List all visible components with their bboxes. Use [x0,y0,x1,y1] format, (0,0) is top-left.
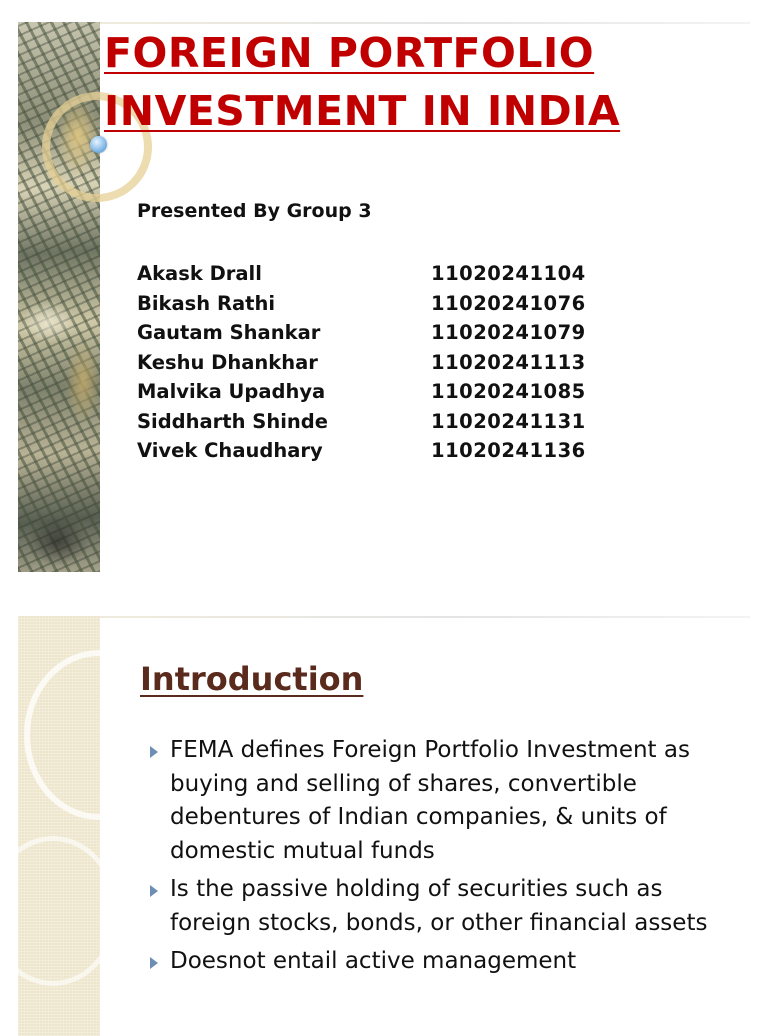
member-name: Gautam Shankar [137,321,321,345]
member-id: 11020241104 [431,262,586,286]
member-id: 11020241085 [431,380,586,404]
member-row [137,318,597,348]
member-id: 11020241076 [431,291,586,315]
member-row [137,407,597,437]
member-name: Malvika Upadhya [137,380,326,404]
slide-title-line-1: FOREIGN PORTFOLIO [104,29,595,77]
bullet-item [146,873,736,940]
bullet-text: FEMA defines Foreign Portfolio Investment as buying and selling of shares, convertible debentures of Indian companies, & units of domestic mutual funds [170,737,690,864]
member-id: 11020241079 [431,321,586,345]
slide-top-border [18,22,750,24]
member-name: Keshu Dhankhar [137,350,318,374]
introduction-slide [18,616,750,1036]
slide-heading: Introduction [140,660,364,698]
member-id: 11020241136 [431,439,586,463]
triangle-bullet-icon [150,957,158,969]
member-name: Siddharth Shinde [137,409,328,433]
triangle-bullet-icon [150,746,158,758]
bullet-item [146,734,736,868]
member-row [137,259,597,289]
member-row [137,348,597,378]
decorative-ring [18,836,118,986]
member-name: Akask Drall [137,262,262,286]
bullet-text: Is the passive holding of securities such as foreign stocks, bonds, or other financial assets [170,876,708,936]
decorative-bullet-dot [90,136,107,153]
title-slide [18,22,750,572]
bullet-text: Doesnot entail active management [170,948,577,974]
bullet-item [146,945,736,979]
group-members-list [137,259,597,466]
member-id: 11020241113 [431,350,586,374]
bullet-list [146,734,736,984]
presented-by-text: Presented By Group 3 [137,200,372,222]
member-row [137,436,597,466]
member-name: Vivek Chaudhary [137,439,323,463]
slide-title-line-2: INVESTMENT IN INDIA [104,87,621,135]
slide-top-border [18,616,750,618]
triangle-bullet-icon [150,885,158,897]
member-id: 11020241131 [431,409,586,433]
member-row [137,289,597,319]
member-row [137,377,597,407]
member-name: Bikash Rathi [137,291,276,315]
